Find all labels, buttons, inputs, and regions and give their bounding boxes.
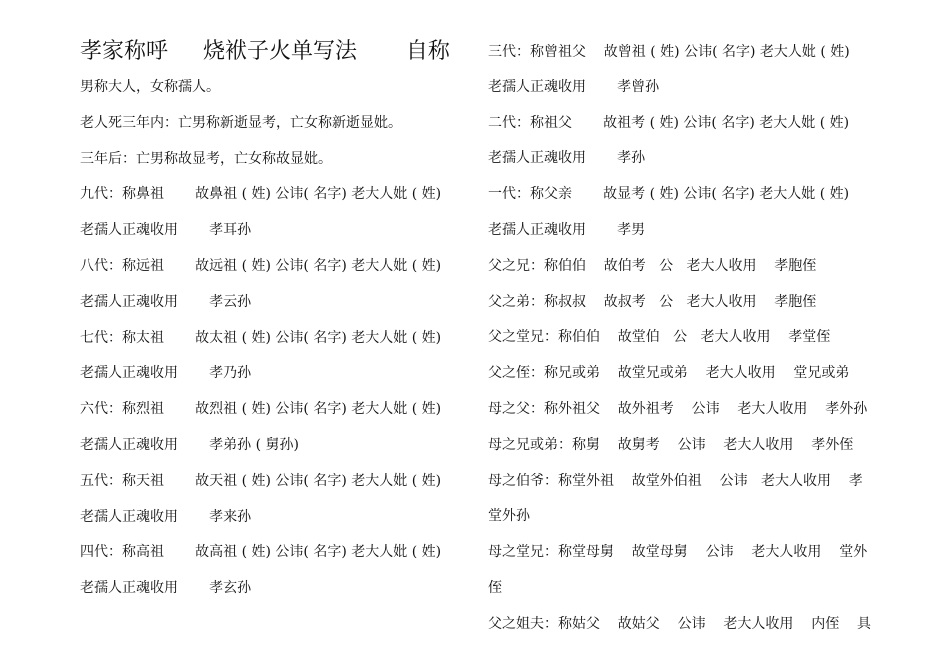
text-line: 老孺人正魂收用 孝孙	[488, 150, 646, 167]
text-line: 父之姐夫：称姑父 故姑父 公讳 老大人收用 内侄 具	[488, 615, 872, 632]
text-line: 老孺人正魂收用 孝曾孙	[488, 78, 660, 95]
text-line: 六代：称烈祖 故烈祖 ( 姓) 公讳( 名字) 老大人妣 ( 姓)	[80, 401, 442, 418]
text-line: 老孺人正魂收用 孝乃孙	[80, 365, 252, 382]
text-line: 母之兄或弟：称舅 故舅考 公讳 老大人收用 孝外侄	[488, 436, 854, 453]
text-line: 七代：称太祖 故太祖 ( 姓) 公讳( 名字) 老大人妣 ( 姓)	[80, 329, 442, 346]
text-line: 老孺人正魂收用 孝玄孙	[80, 580, 252, 597]
text-line: 老孺人正魂收用 孝弟孙 ( 舅孙)	[80, 436, 299, 453]
text-line: 男称大人，女称孺人。	[80, 79, 220, 95]
text-line: 老孺人正魂收用 孝来孙	[80, 508, 252, 525]
text-line: 四代：称高祖 故高祖 ( 姓) 公讳( 名字) 老大人妣 ( 姓)	[80, 544, 442, 561]
text-line: 老孺人正魂收用 孝男	[488, 221, 646, 238]
text-line: 老孺人正魂收用 孝云孙	[80, 293, 252, 310]
text-line: 老人死三年内：亡男称新逝显考，亡女称新逝显妣。	[80, 114, 402, 131]
text-line: 父之堂兄：称伯伯 故堂伯 公 老大人收用 孝堂侄	[488, 329, 831, 346]
text-line: 堂外孙	[488, 508, 530, 525]
text-line: 三代：称曾祖父 故曾祖 ( 姓) 公讳( 名字) 老大人妣 ( 姓)	[488, 44, 850, 60]
text-line: 八代：称远祖 故远祖 ( 姓) 公讳( 名字) 老大人妣 ( 姓)	[80, 257, 442, 274]
text-line: 二代：称祖父 故祖考 ( 姓) 公讳( 名字) 老大人妣 ( 姓)	[488, 114, 850, 131]
left-column	[80, 34, 452, 607]
text-line: 侄	[488, 579, 502, 596]
text-line: 母之父：称外祖父 故外祖考 公讳 老大人收用 孝外孙	[488, 400, 868, 417]
text-line: 父之侄：称兄或弟 故堂兄或弟 老大人收用 堂兄或弟	[488, 365, 850, 382]
right-column	[488, 34, 876, 643]
text-line: 老孺人正魂收用 孝耳孙	[80, 222, 252, 239]
text-line: 九代：称鼻祖 故鼻祖 ( 姓) 公讳( 名字) 老大人妣 ( 姓)	[80, 186, 442, 203]
text-line: 父之弟：称叔叔 故叔考 公 老大人收用 孝胞侄	[488, 293, 817, 310]
text-line: 父之兄：称伯伯 故伯考 公 老大人收用 孝胞侄	[488, 257, 817, 274]
text-line: 三年后：亡男称故显考，亡女称故显妣。	[80, 150, 332, 167]
text-line: 母之堂兄：称堂母舅 故堂母舅 公讳 老大人收用 堂外	[488, 544, 868, 561]
text-line: 一代：称父亲 故显考 ( 姓) 公讳( 名字) 老大人妣 ( 姓)	[488, 186, 850, 203]
text-line: 五代：称天祖 故天祖 ( 姓) 公讳( 名字) 老大人妣 ( 姓)	[80, 472, 442, 489]
text-line: 母之伯爷：称堂外祖 故堂外伯祖 公讳 老大人收用 孝	[488, 472, 863, 489]
document-title: 孝家称呼 烧袱子火单写法 自称	[80, 39, 450, 64]
